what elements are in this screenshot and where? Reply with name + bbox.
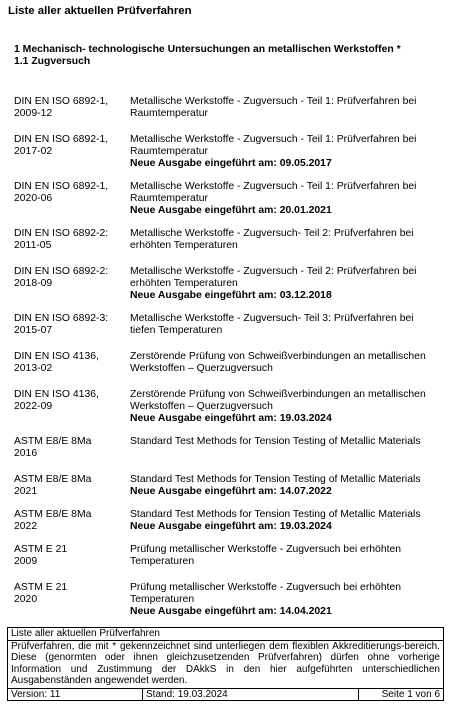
procedure-description-block [130,474,444,498]
procedure-description-block [130,96,444,120]
procedure-description: Metallische Werkstoffe - Zugversuch - Teil 1: Prüfverfahren bei Raumtemperatur [130,134,417,157]
procedure-entry [14,228,444,252]
procedure-entry [14,544,444,568]
page-footer [7,627,444,701]
norm-reference: DIN EN ISO 6892-1, 2020-06 [14,181,109,204]
procedure-description-block [130,582,444,618]
procedure-description-block [130,181,444,217]
procedure-description: Metallische Werkstoffe - Zugversuch - Teil 1: Prüfverfahren bei Raumtemperatur [130,96,417,119]
procedure-description: Metallische Werkstoffe - Zugversuch- Teil 2: Prüfverfahren bei erhöhten Temperaturen [130,228,414,251]
norm-reference: DIN EN ISO 6892-1, 2009-12 [14,96,109,119]
procedure-description-block [130,228,444,252]
new-edition-note: Neue Ausgabe eingeführt am: 19.03.2024 [130,413,332,424]
new-edition-note: Neue Ausgabe eingeführt am: 14.04.2021 [130,606,332,617]
procedure-list [14,96,444,629]
norm-reference: ASTM E8/E 8Ma 2021 [14,474,92,497]
procedure-entry [14,266,444,302]
norm-reference: ASTM E8/E 8Ma 2022 [14,509,92,532]
procedure-description: Zerstörende Prüfung von Schweißverbindungen an metallischen Werkstoffen – Querzugversuch [130,351,426,374]
norm-reference: DIN EN ISO 6892-2: 2011-05 [14,228,109,251]
procedure-entry [14,582,444,618]
procedure-description: Metallische Werkstoffe - Zugversuch- Teil 3: Prüfverfahren bei tiefen Temperaturen [130,313,414,336]
procedure-entry [14,351,444,375]
section-subheading: 1.1 Zugversuch [14,56,91,67]
procedure-description: Standard Test Methods for Tension Testing of Metallic Materials [130,436,421,447]
norm-reference: DIN EN ISO 6892-2: 2018-09 [14,266,109,289]
page-title: Liste aller aktuellen Prüfverfahren [8,5,192,17]
section-heading: 1 Mechanisch- technologische Untersuchungen an metallischen Werkstoffen * [14,44,401,55]
new-edition-note: Neue Ausgabe eingeführt am: 19.03.2024 [130,521,332,532]
norm-reference: DIN EN ISO 6892-1, 2017-02 [14,134,109,157]
norm-reference: ASTM E8/E 8Ma 2016 [14,436,92,459]
procedure-description: Prüfung metallischer Werkstoffe - Zugversuch bei erhöhten Temperaturen [130,582,402,605]
procedure-entry [14,436,444,460]
footer-title: Liste aller aktuellen Prüfverfahren [8,628,443,641]
procedure-entry [14,389,444,425]
footer-meta [8,689,443,701]
procedure-description-block [130,544,444,568]
document-version: Version: 11 [8,689,143,701]
procedure-description-block [130,266,444,302]
procedure-description: Standard Test Methods for Tension Testing of Metallic Materials [130,474,421,485]
procedure-entry [14,313,444,337]
procedure-description: Metallische Werkstoffe - Zugversuch - Teil 2: Prüfverfahren bei erhöhten Temperaturen [130,266,417,289]
procedure-description: Zerstörende Prüfung von Schweißverbindungen an metallischen Werkstoffen – Querzugversuch [130,389,426,412]
norm-reference: DIN EN ISO 6892-3: 2015-07 [14,313,109,336]
procedure-entry [14,96,444,120]
procedure-description-block [130,436,444,460]
procedure-description: Prüfung metallischer Werkstoffe - Zugversuch bei erhöhten Temperaturen [130,544,402,567]
procedure-entry [14,181,444,217]
procedure-description-block [130,313,444,337]
procedure-description-block [130,389,444,425]
norm-reference: DIN EN ISO 4136, 2022-09 [14,389,99,412]
norm-reference: ASTM E 21 2020 [14,582,68,605]
document-date: Stand: 19.03.2024 [143,689,359,701]
section-header [14,44,401,68]
procedure-description-block [130,134,444,170]
procedure-entry [14,474,444,498]
page-number: Seite 1 von 6 [381,688,440,700]
norm-reference: DIN EN ISO 4136, 2013-02 [14,351,99,374]
procedure-description-block [130,351,444,375]
new-edition-note: Neue Ausgabe eingeführt am: 09.05.2017 [130,158,332,169]
norm-reference: ASTM E 21 2009 [14,544,68,567]
new-edition-note: Neue Ausgabe eingeführt am: 14.07.2022 [130,486,332,497]
footer-note: Prüfverfahren, die mit * gekennzeichnet sind unterliegen dem flexiblen Akkreditierungs-bereich. Diese (genormten oder ihnen gleichzusetzenden Prüfverfahren) dürfen ohne vorherige Information und Zustimmung der DAkkS in den hier aufgeführten unterschiedlichen Ausgabenständen angewendet werden. [8,641,443,689]
procedure-description-block [130,509,444,533]
procedure-description: Metallische Werkstoffe - Zugversuch - Teil 1: Prüfverfahren bei Raumtemperatur [130,181,417,204]
procedure-entry [14,509,444,533]
new-edition-note: Neue Ausgabe eingeführt am: 03.12.2018 [130,290,332,301]
procedure-entry [14,134,444,170]
new-edition-note: Neue Ausgabe eingeführt am: 20.01.2021 [130,205,332,216]
procedure-description: Standard Test Methods for Tension Testing of Metallic Materials [130,509,421,520]
